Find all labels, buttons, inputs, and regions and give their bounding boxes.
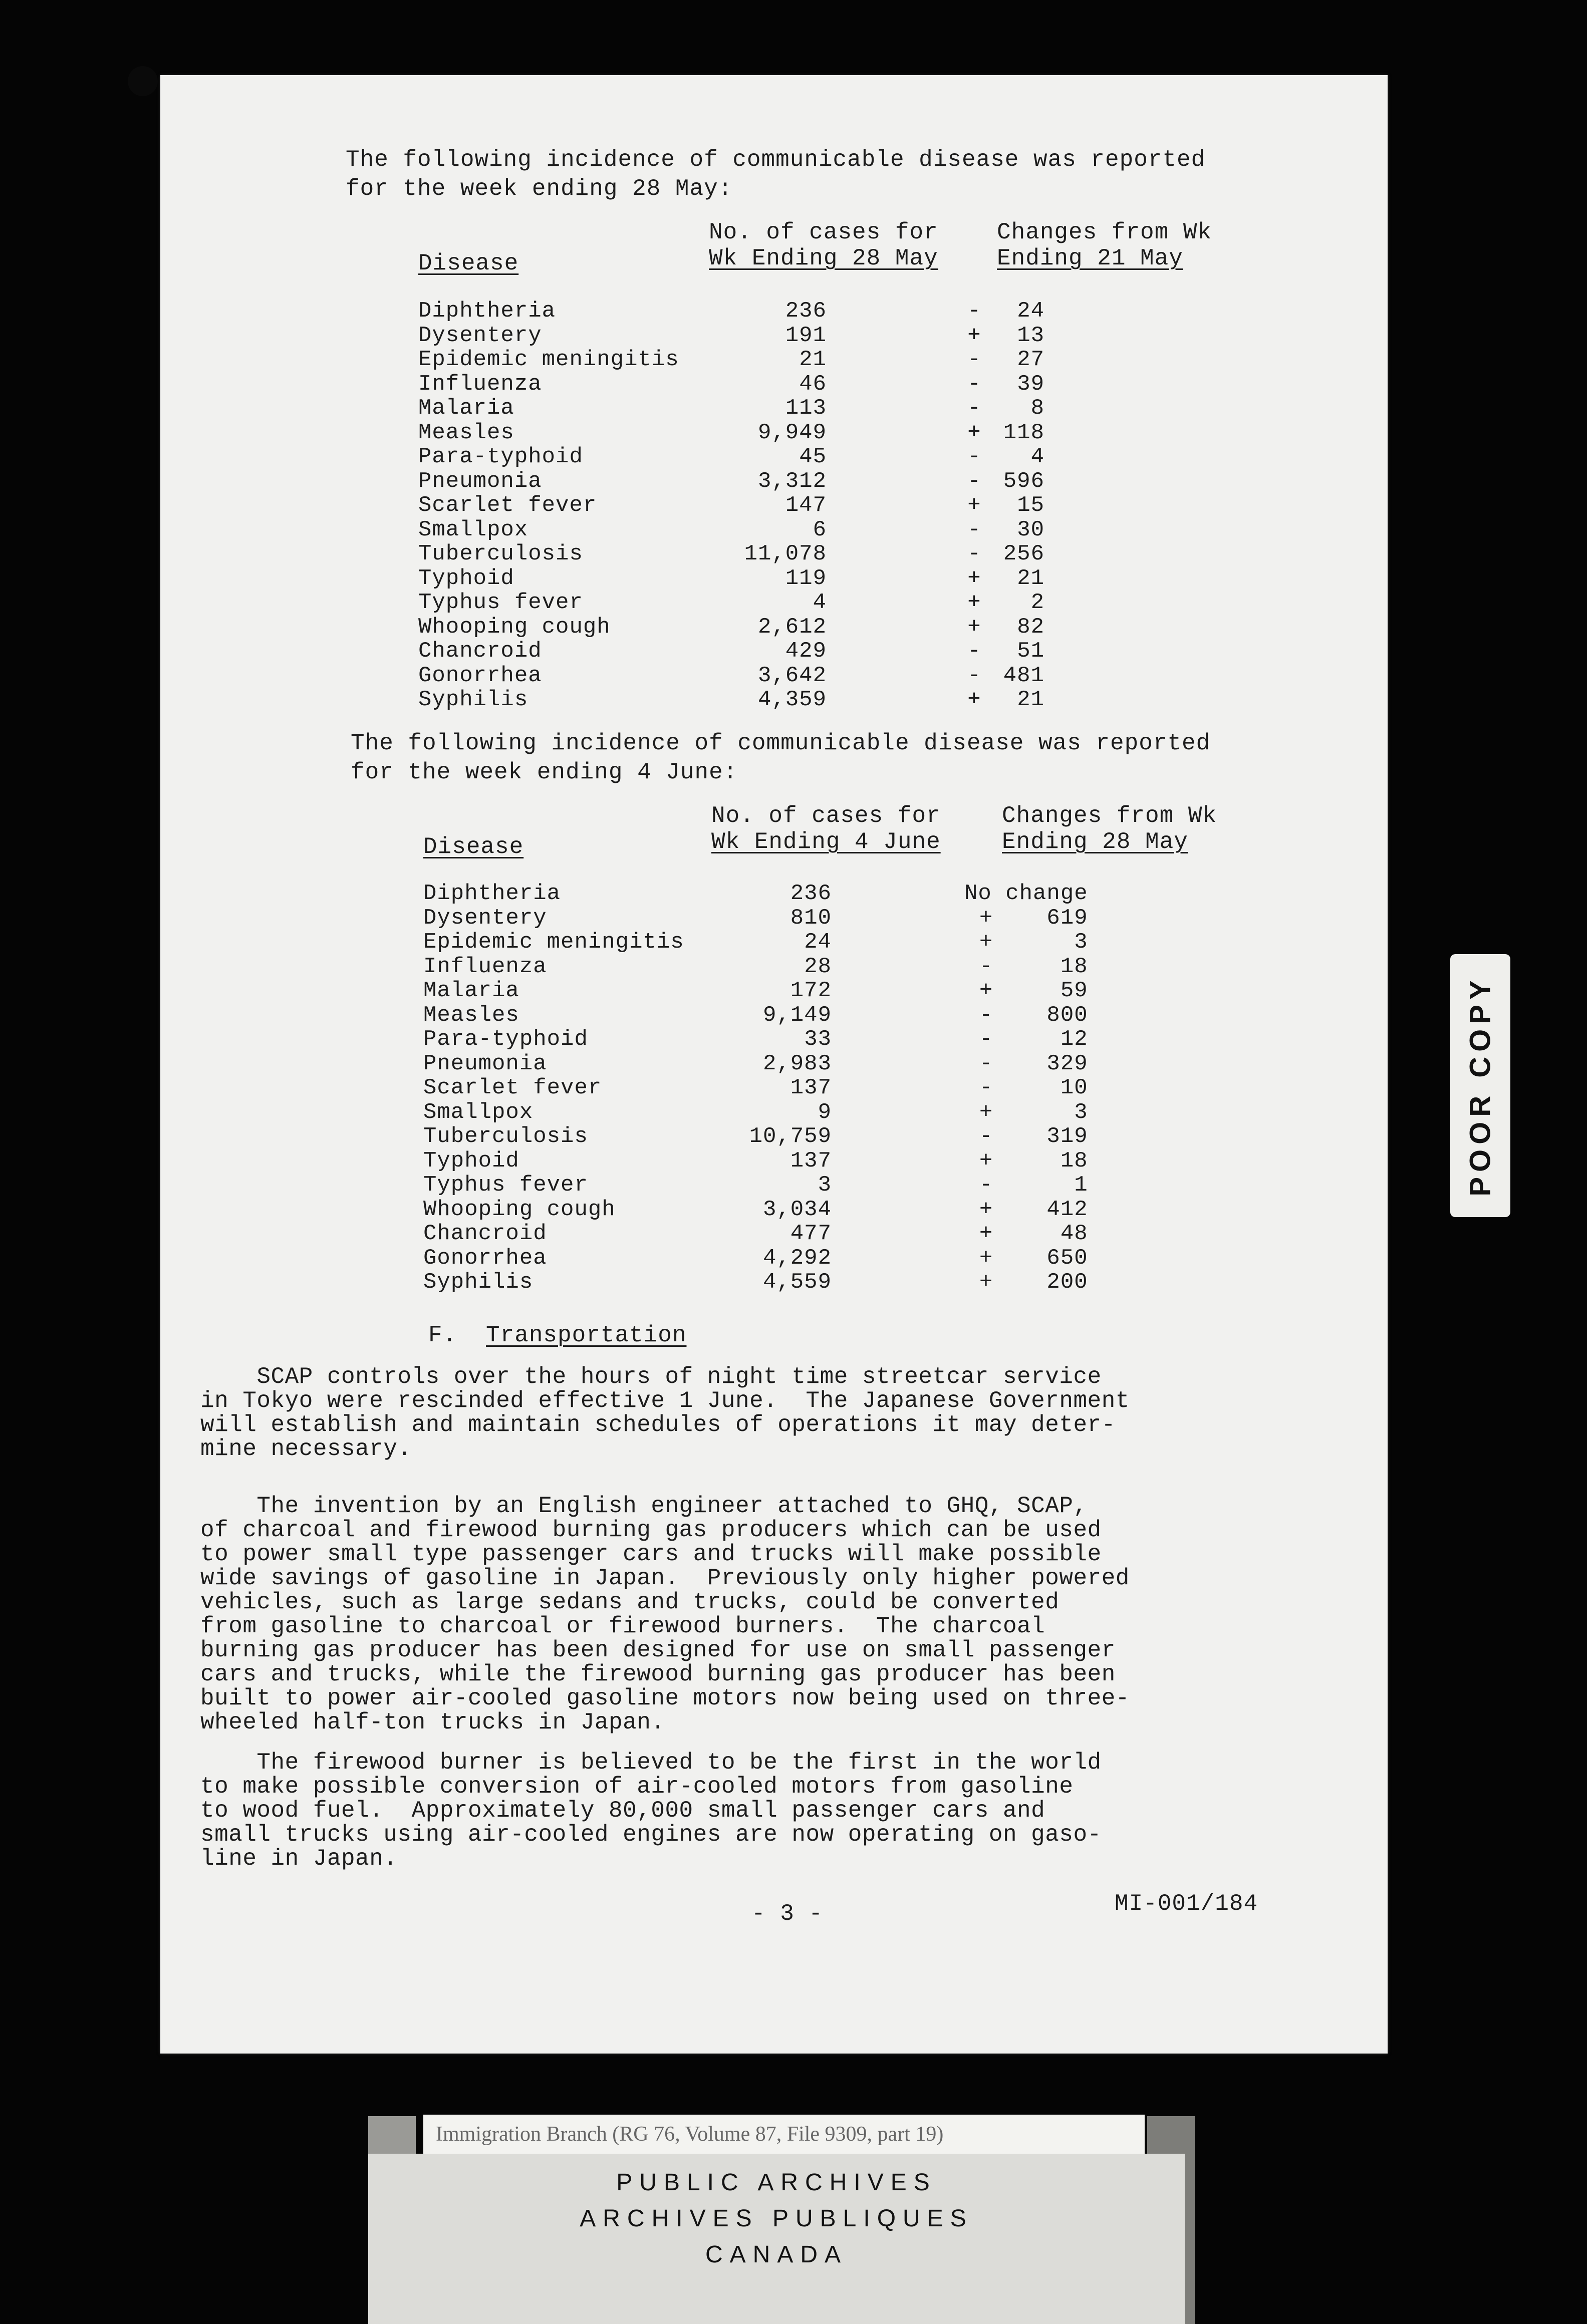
section-title: Transportation	[486, 1322, 687, 1348]
table2-col-change-line1: Changes from Wk	[1002, 803, 1217, 829]
disease-name: Tuberculosis	[418, 541, 583, 566]
change-value: 13	[1017, 323, 1044, 348]
column-gap	[827, 372, 959, 397]
table1-disease-table	[418, 299, 1044, 712]
disease-name: Para-typhoid	[423, 1027, 588, 1052]
column-gap	[832, 1076, 964, 1100]
case-count: 172	[790, 978, 832, 1003]
page-number: - 3 -	[751, 1901, 824, 1927]
case-count: 810	[790, 905, 832, 931]
case-count: 3,034	[762, 1197, 832, 1222]
table-row	[423, 930, 1088, 955]
table-row	[423, 906, 1088, 931]
disease-name: Typhoid	[423, 1148, 519, 1174]
archive-stamp-line2: ARCHIVES PUBLIQUES	[580, 2205, 973, 2232]
disease-name: Dysentery	[418, 323, 542, 348]
table1-intro-line1: The following incidence of communicable disease was reported	[346, 147, 1206, 173]
column-gap	[827, 348, 959, 372]
column-gap	[832, 1222, 964, 1246]
disease-name: Whooping cough	[423, 1197, 616, 1222]
disease-name: Gonorrhea	[418, 663, 542, 688]
change-sign: +	[967, 614, 981, 640]
column-gap	[827, 396, 959, 421]
table2-col-change-line2: Ending 28 May	[1002, 829, 1188, 855]
column-gap	[827, 445, 959, 469]
change-value: No change	[964, 881, 1088, 906]
table1-col-change-line2: Ending 21 May	[997, 245, 1183, 271]
archive-stamp-line1: PUBLIC ARCHIVES	[616, 2169, 937, 2196]
table-row	[423, 1003, 1088, 1028]
change-sign: +	[967, 493, 981, 518]
change-value: 30	[1017, 517, 1044, 542]
disease-name: Diphtheria	[418, 299, 556, 324]
table-row	[423, 1052, 1088, 1076]
case-count: 10,759	[749, 1124, 832, 1149]
poor-copy-stamp	[1450, 954, 1510, 1217]
disease-name: Tuberculosis	[423, 1124, 588, 1149]
table-row	[418, 542, 1044, 566]
change-value: 18	[1060, 954, 1088, 979]
change-value: 3	[1074, 930, 1088, 955]
change-sign: +	[979, 1197, 993, 1222]
disease-name: Whooping cough	[418, 614, 611, 640]
change-value: 8	[1030, 396, 1044, 421]
column-gap	[827, 615, 959, 640]
change-value: 4	[1030, 444, 1044, 469]
table-row	[423, 1173, 1088, 1198]
table-row	[418, 639, 1044, 664]
table-row	[423, 979, 1088, 1003]
disease-name: Measles	[423, 1002, 519, 1028]
column-gap	[827, 664, 959, 688]
change-sign: +	[967, 687, 981, 712]
paragraph-streetcar: SCAP controls over the hours of night time streetcar service in Tokyo were rescinded effective 1 June. The Japanese Government will establish and maintain schedules of operations it may deter- mine necessary.	[200, 1364, 1130, 1462]
change-value: 48	[1060, 1221, 1088, 1246]
table-row	[418, 372, 1044, 397]
case-count: 21	[799, 347, 827, 372]
case-count: 9,149	[762, 1002, 832, 1028]
table1-col-cases-line2: Wk Ending 28 May	[709, 245, 938, 271]
case-count: 119	[785, 565, 827, 591]
table-row	[418, 445, 1044, 469]
change-value: 481	[1003, 663, 1044, 688]
case-count: 9,949	[757, 420, 827, 445]
table-row	[418, 421, 1044, 445]
change-value: 200	[1046, 1270, 1088, 1295]
change-sign: -	[979, 1002, 993, 1028]
disease-name: Malaria	[423, 978, 519, 1003]
change-sign: -	[979, 1124, 993, 1149]
table-row	[423, 1198, 1088, 1222]
change-value: 650	[1046, 1245, 1088, 1271]
disease-name: Influenza	[423, 954, 547, 979]
case-count: 6	[813, 517, 827, 542]
table-row	[418, 324, 1044, 348]
case-count: 477	[790, 1221, 832, 1246]
case-count: 9	[818, 1099, 832, 1125]
disease-name: Measles	[418, 420, 514, 445]
case-count: 191	[785, 323, 827, 348]
table2-disease-table	[423, 882, 1088, 1295]
column-gap	[827, 688, 959, 712]
table2-col-cases-line2: Wk Ending 4 June	[711, 829, 941, 855]
case-count: 2,983	[762, 1051, 832, 1076]
table-row	[423, 1270, 1088, 1295]
change-sign: +	[967, 420, 981, 445]
change-value: 118	[1003, 420, 1044, 445]
change-value: 3	[1074, 1099, 1088, 1125]
change-sign: -	[967, 663, 981, 688]
disease-name: Scarlet fever	[423, 1075, 602, 1100]
change-sign: -	[979, 954, 993, 979]
table-row	[418, 518, 1044, 542]
table2-intro-line1: The following incidence of communicable disease was reported	[351, 730, 1211, 756]
case-count: 2,612	[757, 614, 827, 640]
column-gap	[832, 1246, 964, 1271]
disease-name: Malaria	[418, 396, 514, 421]
change-sign: +	[967, 565, 981, 591]
change-value: 27	[1017, 347, 1044, 372]
change-sign: -	[979, 1173, 993, 1198]
change-value: 256	[1003, 541, 1044, 566]
change-value: 10	[1060, 1075, 1088, 1100]
change-sign: -	[967, 371, 981, 397]
case-count: 46	[799, 371, 827, 397]
change-sign: -	[979, 1027, 993, 1052]
change-sign: -	[979, 1051, 993, 1076]
change-sign: -	[967, 299, 981, 324]
column-gap	[832, 1100, 964, 1125]
column-gap	[827, 639, 959, 664]
change-value: 59	[1060, 978, 1088, 1003]
case-count: 45	[799, 444, 827, 469]
disease-name: Para-typhoid	[418, 444, 583, 469]
change-sign: -	[967, 541, 981, 566]
table-row	[418, 493, 1044, 518]
change-sign: -	[967, 468, 981, 494]
change-value: 15	[1017, 493, 1044, 518]
disease-name: Pneumonia	[423, 1051, 547, 1076]
change-sign: +	[979, 930, 993, 955]
case-count: 236	[785, 299, 827, 324]
column-gap	[832, 1027, 964, 1052]
table1-col-change-line1: Changes from Wk	[997, 219, 1212, 245]
change-value: 319	[1046, 1124, 1088, 1149]
case-count: 236	[790, 881, 832, 906]
case-count: 4	[813, 590, 827, 615]
column-gap	[832, 1198, 964, 1222]
column-gap	[827, 566, 959, 591]
column-gap	[827, 591, 959, 615]
column-gap	[827, 542, 959, 566]
case-count: 147	[785, 493, 827, 518]
column-gap	[832, 955, 964, 979]
change-sign: +	[979, 1148, 993, 1174]
case-count: 3,312	[757, 468, 827, 494]
change-sign: -	[967, 396, 981, 421]
paragraph-firewood: The firewood burner is believed to be the first in the world to make possible conversion of air-cooled motors from gasoline to wood fuel. Approximately 80,000 small passenger cars and small trucks using air-cooled engines are now operating on gaso- line in Japan.	[200, 1750, 1102, 1872]
table-row	[418, 396, 1044, 421]
change-value: 21	[1017, 565, 1044, 591]
table2-col-disease: Disease	[423, 834, 524, 860]
change-value: 329	[1046, 1051, 1088, 1076]
disease-name: Epidemic meningitis	[423, 930, 684, 955]
column-gap	[832, 1173, 964, 1198]
change-value: 619	[1046, 905, 1088, 931]
change-sign: +	[979, 1099, 993, 1125]
column-gap	[832, 1124, 964, 1149]
archive-stamp-line3: CANADA	[705, 2241, 848, 2268]
change-sign: +	[979, 1245, 993, 1271]
column-gap	[832, 1003, 964, 1028]
case-count: 3	[818, 1173, 832, 1198]
column-gap	[832, 1149, 964, 1174]
change-sign: +	[967, 590, 981, 615]
table-row	[423, 1246, 1088, 1271]
case-count: 113	[785, 396, 827, 421]
change-sign: -	[967, 347, 981, 372]
disease-name: Chancroid	[423, 1221, 547, 1246]
poor-copy-text: POOR COPY	[1464, 975, 1497, 1197]
case-count: 137	[790, 1075, 832, 1100]
change-value: 39	[1017, 371, 1044, 397]
column-gap	[827, 324, 959, 348]
column-gap	[832, 979, 964, 1003]
disease-name: Epidemic meningitis	[418, 347, 679, 372]
table-row	[418, 615, 1044, 640]
change-value: 51	[1017, 639, 1044, 664]
archive-stamp	[368, 2154, 1185, 2324]
table-row	[423, 955, 1088, 979]
column-gap	[832, 1052, 964, 1076]
table-row	[418, 688, 1044, 712]
case-count: 137	[790, 1148, 832, 1174]
disease-name: Chancroid	[418, 639, 542, 664]
disease-name: Pneumonia	[418, 468, 542, 494]
case-count: 24	[804, 930, 832, 955]
section-letter: F.	[428, 1322, 457, 1348]
disease-name: Typhus fever	[418, 590, 583, 615]
disease-name: Smallpox	[418, 517, 528, 542]
change-value: 24	[1017, 299, 1044, 324]
change-value: 18	[1060, 1148, 1088, 1174]
table-row	[418, 664, 1044, 688]
change-value: 21	[1017, 687, 1044, 712]
disease-name: Gonorrhea	[423, 1245, 547, 1271]
column-gap	[827, 421, 959, 445]
case-count: 3,642	[757, 663, 827, 688]
column-gap	[827, 299, 959, 324]
table-row	[423, 1149, 1088, 1174]
change-value: 1	[1074, 1173, 1088, 1198]
table-row	[423, 1076, 1088, 1100]
table2-intro-line2: for the week ending 4 June:	[351, 759, 738, 785]
document-reference: MI-001/184	[1115, 1891, 1258, 1917]
punch-hole	[128, 66, 158, 96]
case-count: 4,292	[762, 1245, 832, 1271]
table-row	[423, 1100, 1088, 1125]
column-gap	[827, 518, 959, 542]
table1-intro-line2: for the week ending 28 May:	[346, 176, 733, 202]
change-sign: +	[979, 978, 993, 1003]
change-value: 12	[1060, 1027, 1088, 1052]
archive-label: Immigration Branch (RG 76, Volume 87, File 9309, part 19)	[423, 2115, 1145, 2154]
table-row	[418, 566, 1044, 591]
column-gap	[827, 493, 959, 518]
table2-col-cases-line1: No. of cases for	[711, 803, 941, 829]
disease-name: Diphtheria	[423, 881, 561, 906]
table-row	[423, 1027, 1088, 1052]
case-count: 11,078	[744, 541, 827, 566]
change-sign: -	[967, 517, 981, 542]
paragraph-invention: The invention by an English engineer attached to GHQ, SCAP, of charcoal and firewood burning gas producers which can be used to power small type passenger cars and trucks will make possible wide savings of gasoline in Japan. Previously only higher powered vehicles, such as large sedans and trucks, could be converted from gasoline to charcoal or firewood burners. The charcoal burning gas producer has been designed for use on small passenger cars and trucks, while the firewood burning gas producer has been built to power air-cooled gasoline motors now being used on three- wheeled half-ton trucks in Japan.	[200, 1493, 1130, 1735]
table-row	[423, 1124, 1088, 1149]
disease-name: Typhoid	[418, 565, 514, 591]
change-value: 412	[1046, 1197, 1088, 1222]
disease-name: Influenza	[418, 371, 542, 397]
case-count: 4,359	[757, 687, 827, 712]
disease-name: Syphilis	[418, 687, 528, 712]
table1-col-cases-line1: No. of cases for	[709, 219, 938, 245]
disease-name: Syphilis	[423, 1270, 534, 1295]
change-value: 596	[1003, 468, 1044, 494]
column-gap	[827, 469, 959, 494]
table-row	[418, 348, 1044, 372]
disease-name: Typhus fever	[423, 1173, 588, 1198]
change-sign: -	[979, 1075, 993, 1100]
case-count: 28	[804, 954, 832, 979]
change-sign: -	[967, 639, 981, 664]
change-value: 2	[1030, 590, 1044, 615]
case-count: 4,559	[762, 1270, 832, 1295]
change-sign: +	[967, 323, 981, 348]
disease-name: Scarlet fever	[418, 493, 597, 518]
table1-col-disease: Disease	[418, 250, 519, 276]
disease-name: Smallpox	[423, 1099, 534, 1125]
change-sign: +	[979, 905, 993, 931]
change-sign: +	[979, 1270, 993, 1295]
change-value: 82	[1017, 614, 1044, 640]
case-count: 429	[785, 639, 827, 664]
column-gap	[832, 882, 964, 906]
change-sign: +	[979, 1221, 993, 1246]
change-value: 800	[1046, 1002, 1088, 1028]
column-gap	[832, 930, 964, 955]
table-row	[418, 469, 1044, 494]
column-gap	[832, 906, 964, 931]
table-row	[423, 882, 1088, 906]
disease-name: Dysentery	[423, 905, 547, 931]
table-row	[423, 1222, 1088, 1246]
case-count: 33	[804, 1027, 832, 1052]
table-row	[418, 299, 1044, 324]
change-sign: -	[967, 444, 981, 469]
column-gap	[832, 1270, 964, 1295]
table-row	[418, 591, 1044, 615]
